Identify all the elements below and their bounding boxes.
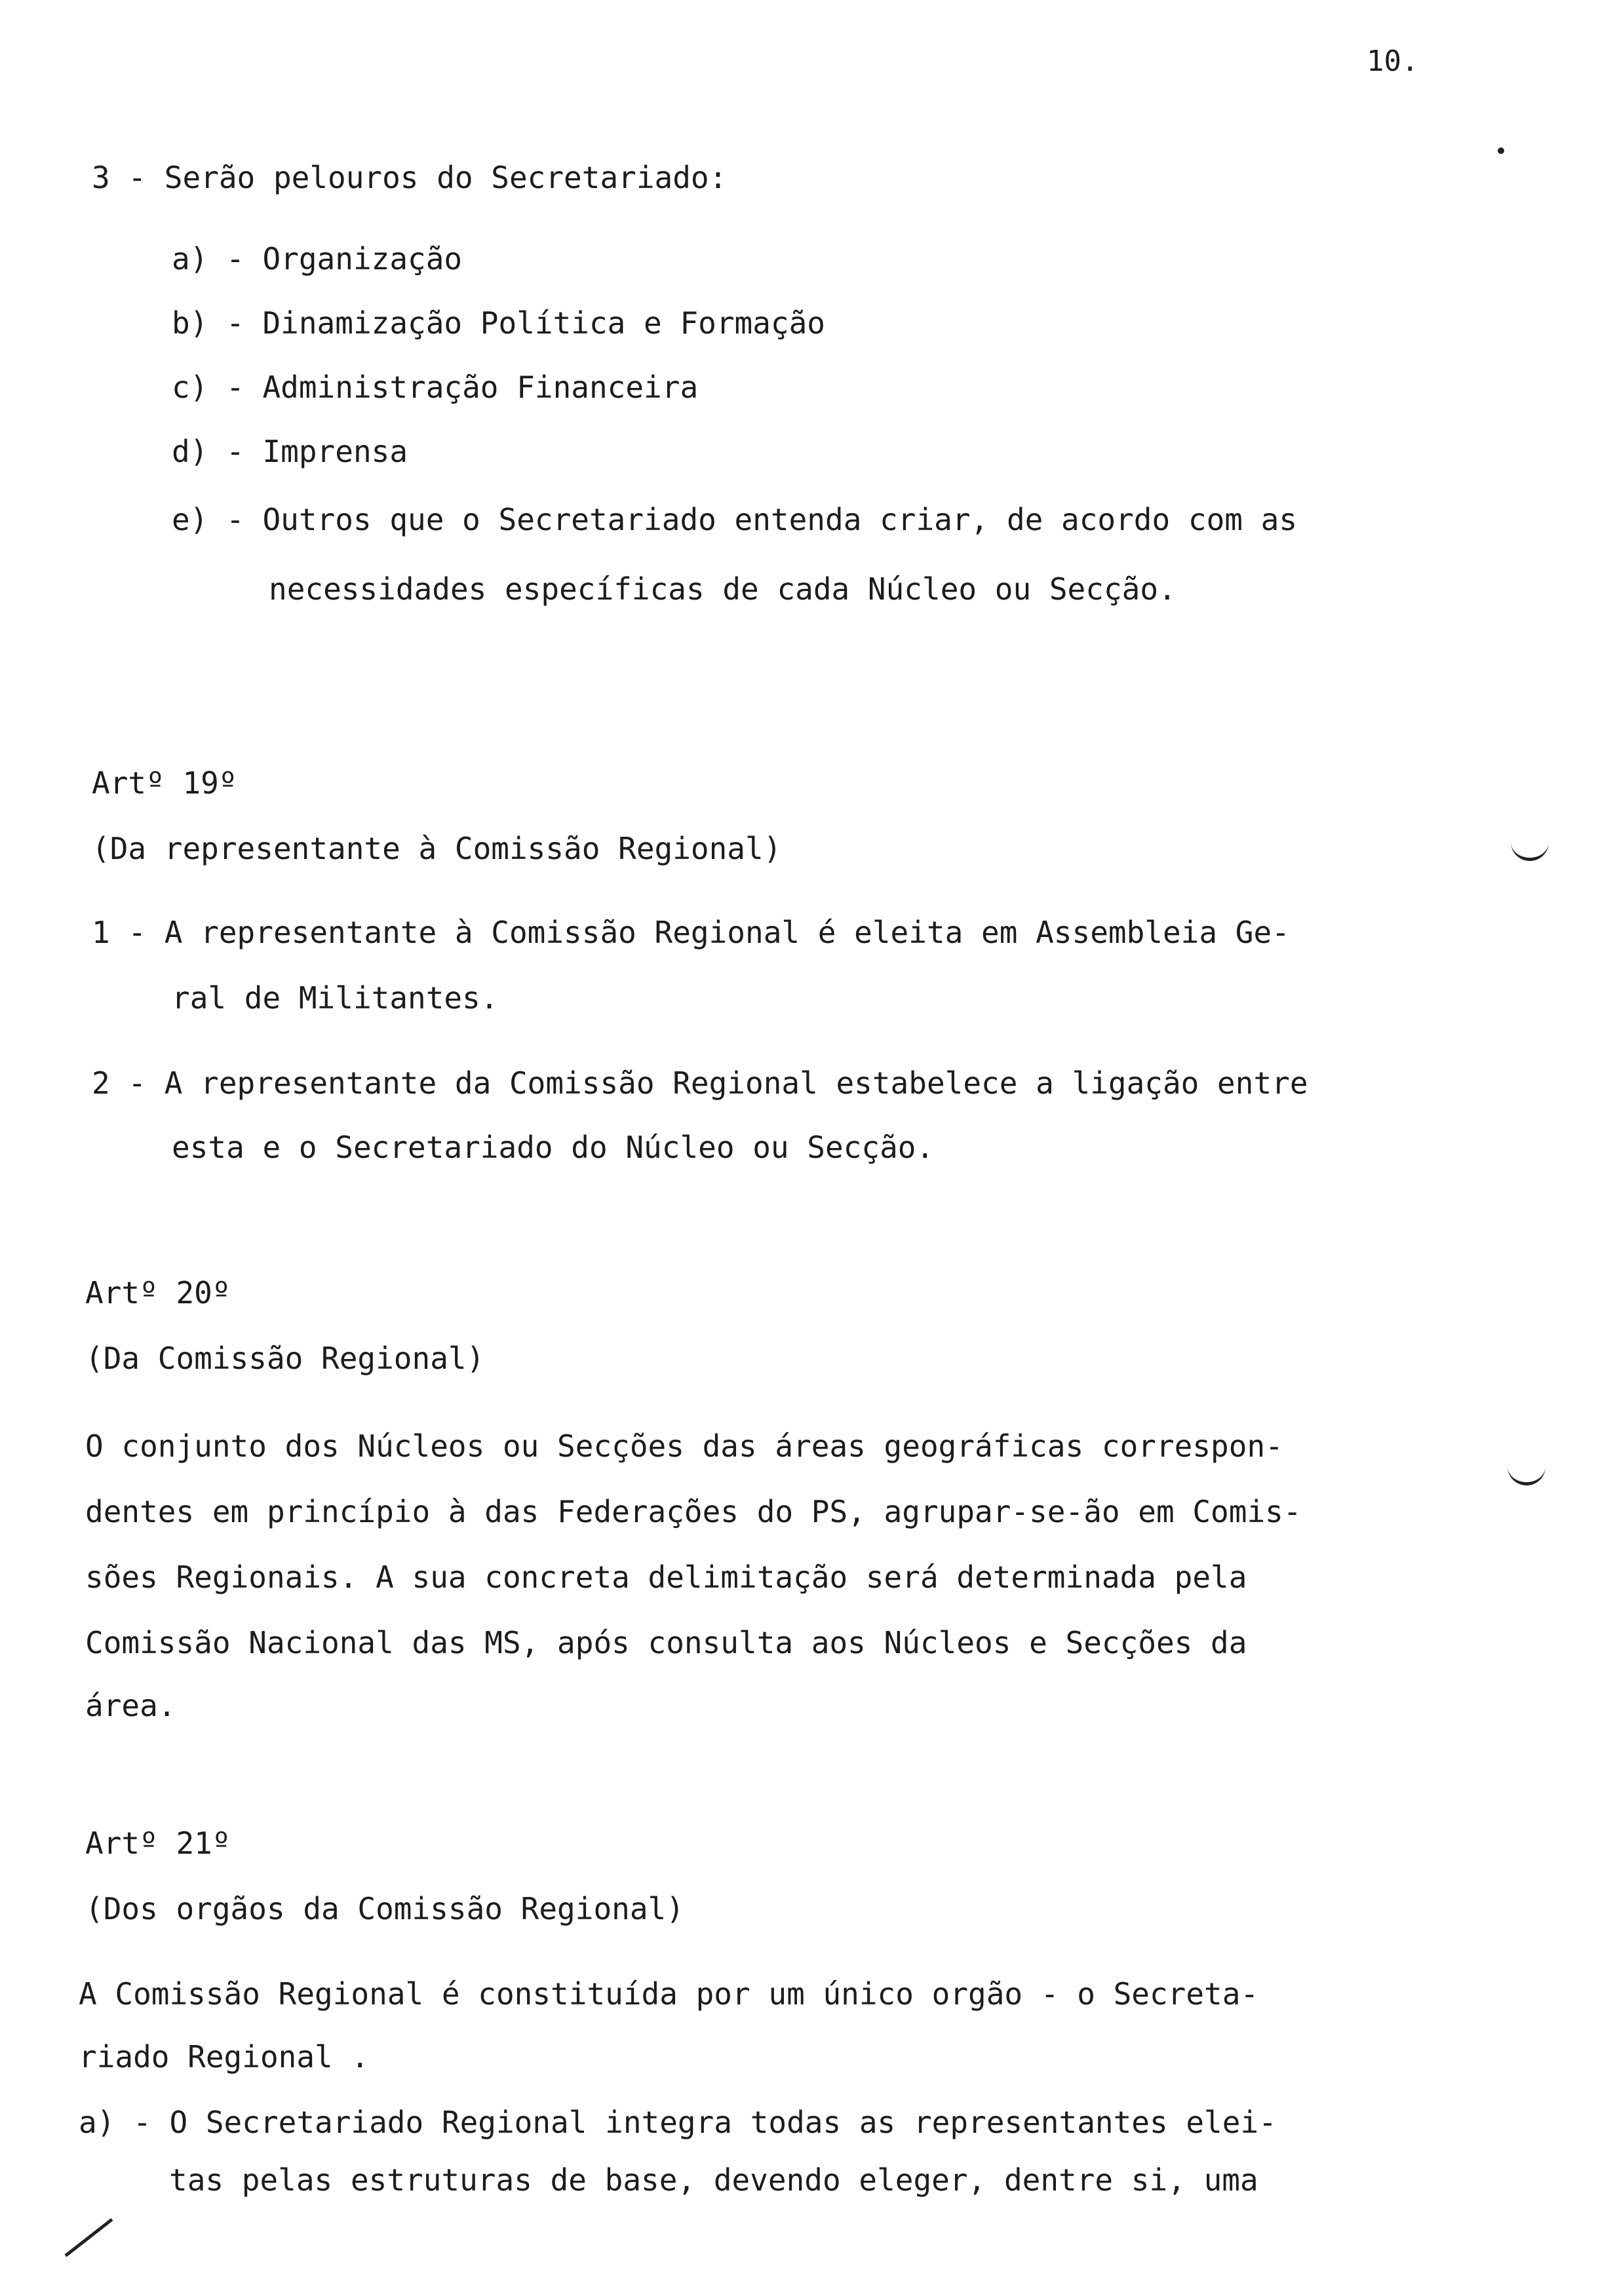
art21-item-a-line-2: tas pelas estruturas de base, devendo eleger, dentre si, uma xyxy=(169,2162,1258,2198)
section-3-heading: 3 - Serão pelouros do Secretariado: xyxy=(92,160,728,195)
section-3-item-c: c) - Administração Financeira xyxy=(172,370,699,405)
section-3-item-a: a) - Organização xyxy=(172,241,463,277)
art19-paragraph-2-line-1: 2 - A representante da Comissão Regional estabelece a ligação entre xyxy=(92,1065,1308,1101)
art20-line-2: dentes em princípio à das Federações do PS, agrupar-se-ão em Comis- xyxy=(85,1494,1302,1529)
art21-line-2: riado Regional . xyxy=(79,2039,370,2075)
margin-check-mark-2 xyxy=(1508,1465,1546,1485)
art20-line-4: Comissão Nacional das MS, após consulta aos Núcleos e Secções da xyxy=(85,1625,1247,1660)
margin-check-mark xyxy=(1511,841,1549,861)
art21-item-a-line-1: a) - O Secretariado Regional integra todas as representantes elei- xyxy=(79,2105,1277,2140)
art21-line-1: A Comissão Regional é constituída por um único orgão - o Secreta- xyxy=(79,1976,1259,2012)
art20-line-1: O conjunto dos Núcleos ou Secções das áreas geográficas correspon- xyxy=(85,1428,1283,1464)
art19-number: Artº 19º xyxy=(92,765,237,801)
ink-speck xyxy=(1498,147,1504,154)
art21-title: (Dos orgãos da Comissão Regional) xyxy=(85,1891,684,1926)
art19-paragraph-1-line-1: 1 - A representante à Comissão Regional é eleita em Assembleia Ge- xyxy=(92,915,1290,950)
section-3-item-e: e) - Outros que o Secretariado entenda criar, de acordo com as xyxy=(172,502,1298,537)
art19-title: (Da representante à Comissão Regional) xyxy=(92,831,782,866)
margin-pen-stroke xyxy=(64,2218,113,2257)
section-3-item-e-continuation: necessidades específicas de cada Núcleo ou Secção. xyxy=(269,571,1177,607)
page-number: 10. xyxy=(1367,45,1419,78)
art20-line-3: sões Regionais. A sua concreta delimitação será determinada pela xyxy=(85,1559,1247,1595)
art21-number: Artº 21º xyxy=(85,1826,231,1861)
art20-title: (Da Comissão Regional) xyxy=(85,1341,485,1376)
art19-paragraph-1-line-2: ral de Militantes. xyxy=(172,980,499,1016)
art19-paragraph-2-line-2: esta e o Secretariado do Núcleo ou Secção. xyxy=(172,1130,935,1165)
art20-number: Artº 20º xyxy=(85,1275,231,1311)
art20-line-5: área. xyxy=(85,1688,176,1723)
section-3-item-b: b) - Dinamização Política e Formação xyxy=(172,305,825,341)
section-3-item-d: d) - Imprensa xyxy=(172,434,408,469)
